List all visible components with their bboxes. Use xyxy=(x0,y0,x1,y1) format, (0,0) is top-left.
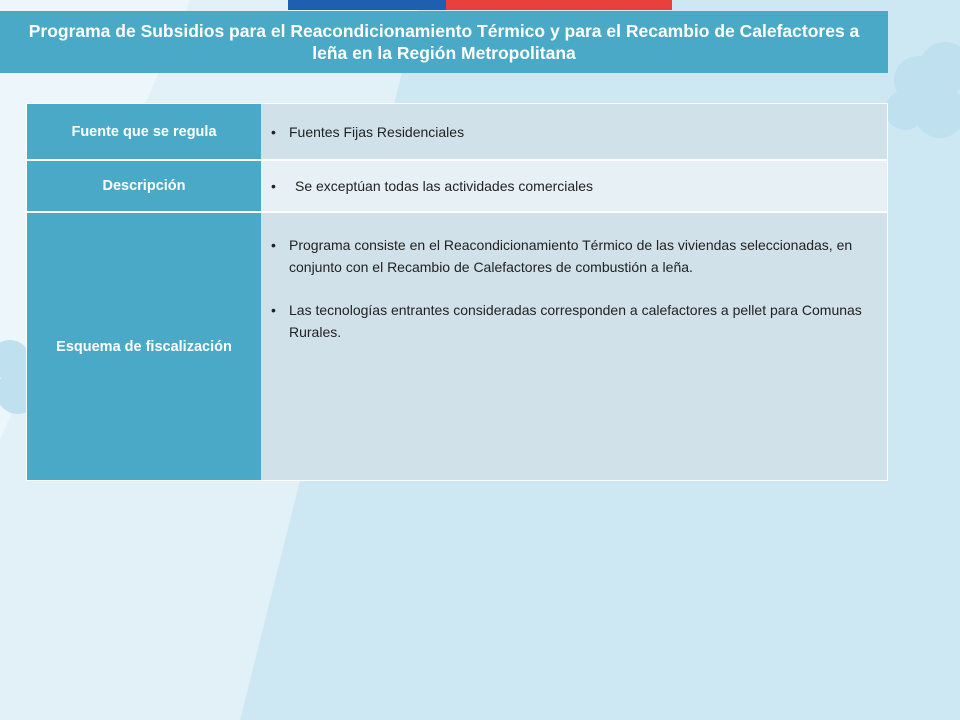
flag-stripe-blue xyxy=(288,0,446,10)
list-item-text: Fuentes Fijas Residenciales xyxy=(289,123,465,140)
list-item xyxy=(271,175,873,197)
list-item-text: Se exceptúan todas las actividades comerciales xyxy=(295,178,594,194)
list-item xyxy=(271,121,873,143)
row-label: Descripción xyxy=(27,160,262,212)
row-label: Fuente que se regula xyxy=(27,104,262,161)
bullet-list xyxy=(261,175,887,197)
bullet-list xyxy=(261,121,887,143)
list-item-text: Las tecnologías entrantes consideradas corresponden a calefactores a pellet para Comunas Rurales. xyxy=(289,302,862,340)
info-table xyxy=(26,103,888,481)
header-banner xyxy=(0,11,888,73)
row-label: Esquema de fiscalización xyxy=(27,212,262,481)
flag-stripe-red xyxy=(446,0,672,10)
bullet-icon: • xyxy=(271,123,276,140)
bullet-icon: • xyxy=(271,302,276,318)
table-row xyxy=(27,104,888,161)
table-row xyxy=(27,212,888,481)
bullet-icon: • xyxy=(271,178,276,194)
list-item xyxy=(271,234,873,278)
list-item xyxy=(271,299,873,343)
row-content xyxy=(261,212,888,481)
table-row xyxy=(27,160,888,212)
row-content xyxy=(261,160,888,212)
bullet-list xyxy=(261,213,887,343)
bullet-icon: • xyxy=(271,237,276,253)
row-content xyxy=(261,104,888,161)
list-item-text: Programa consiste en el Reacondicionamiento Térmico de las viviendas seleccionadas, en conjunto con el Recambio de Calefactores de combustión a leña. xyxy=(289,237,853,275)
page-title: Programa de Subsidios para el Reacondicionamiento Térmico y para el Recambio de Calefactores a leña en la Región Metropolitana xyxy=(28,21,860,63)
